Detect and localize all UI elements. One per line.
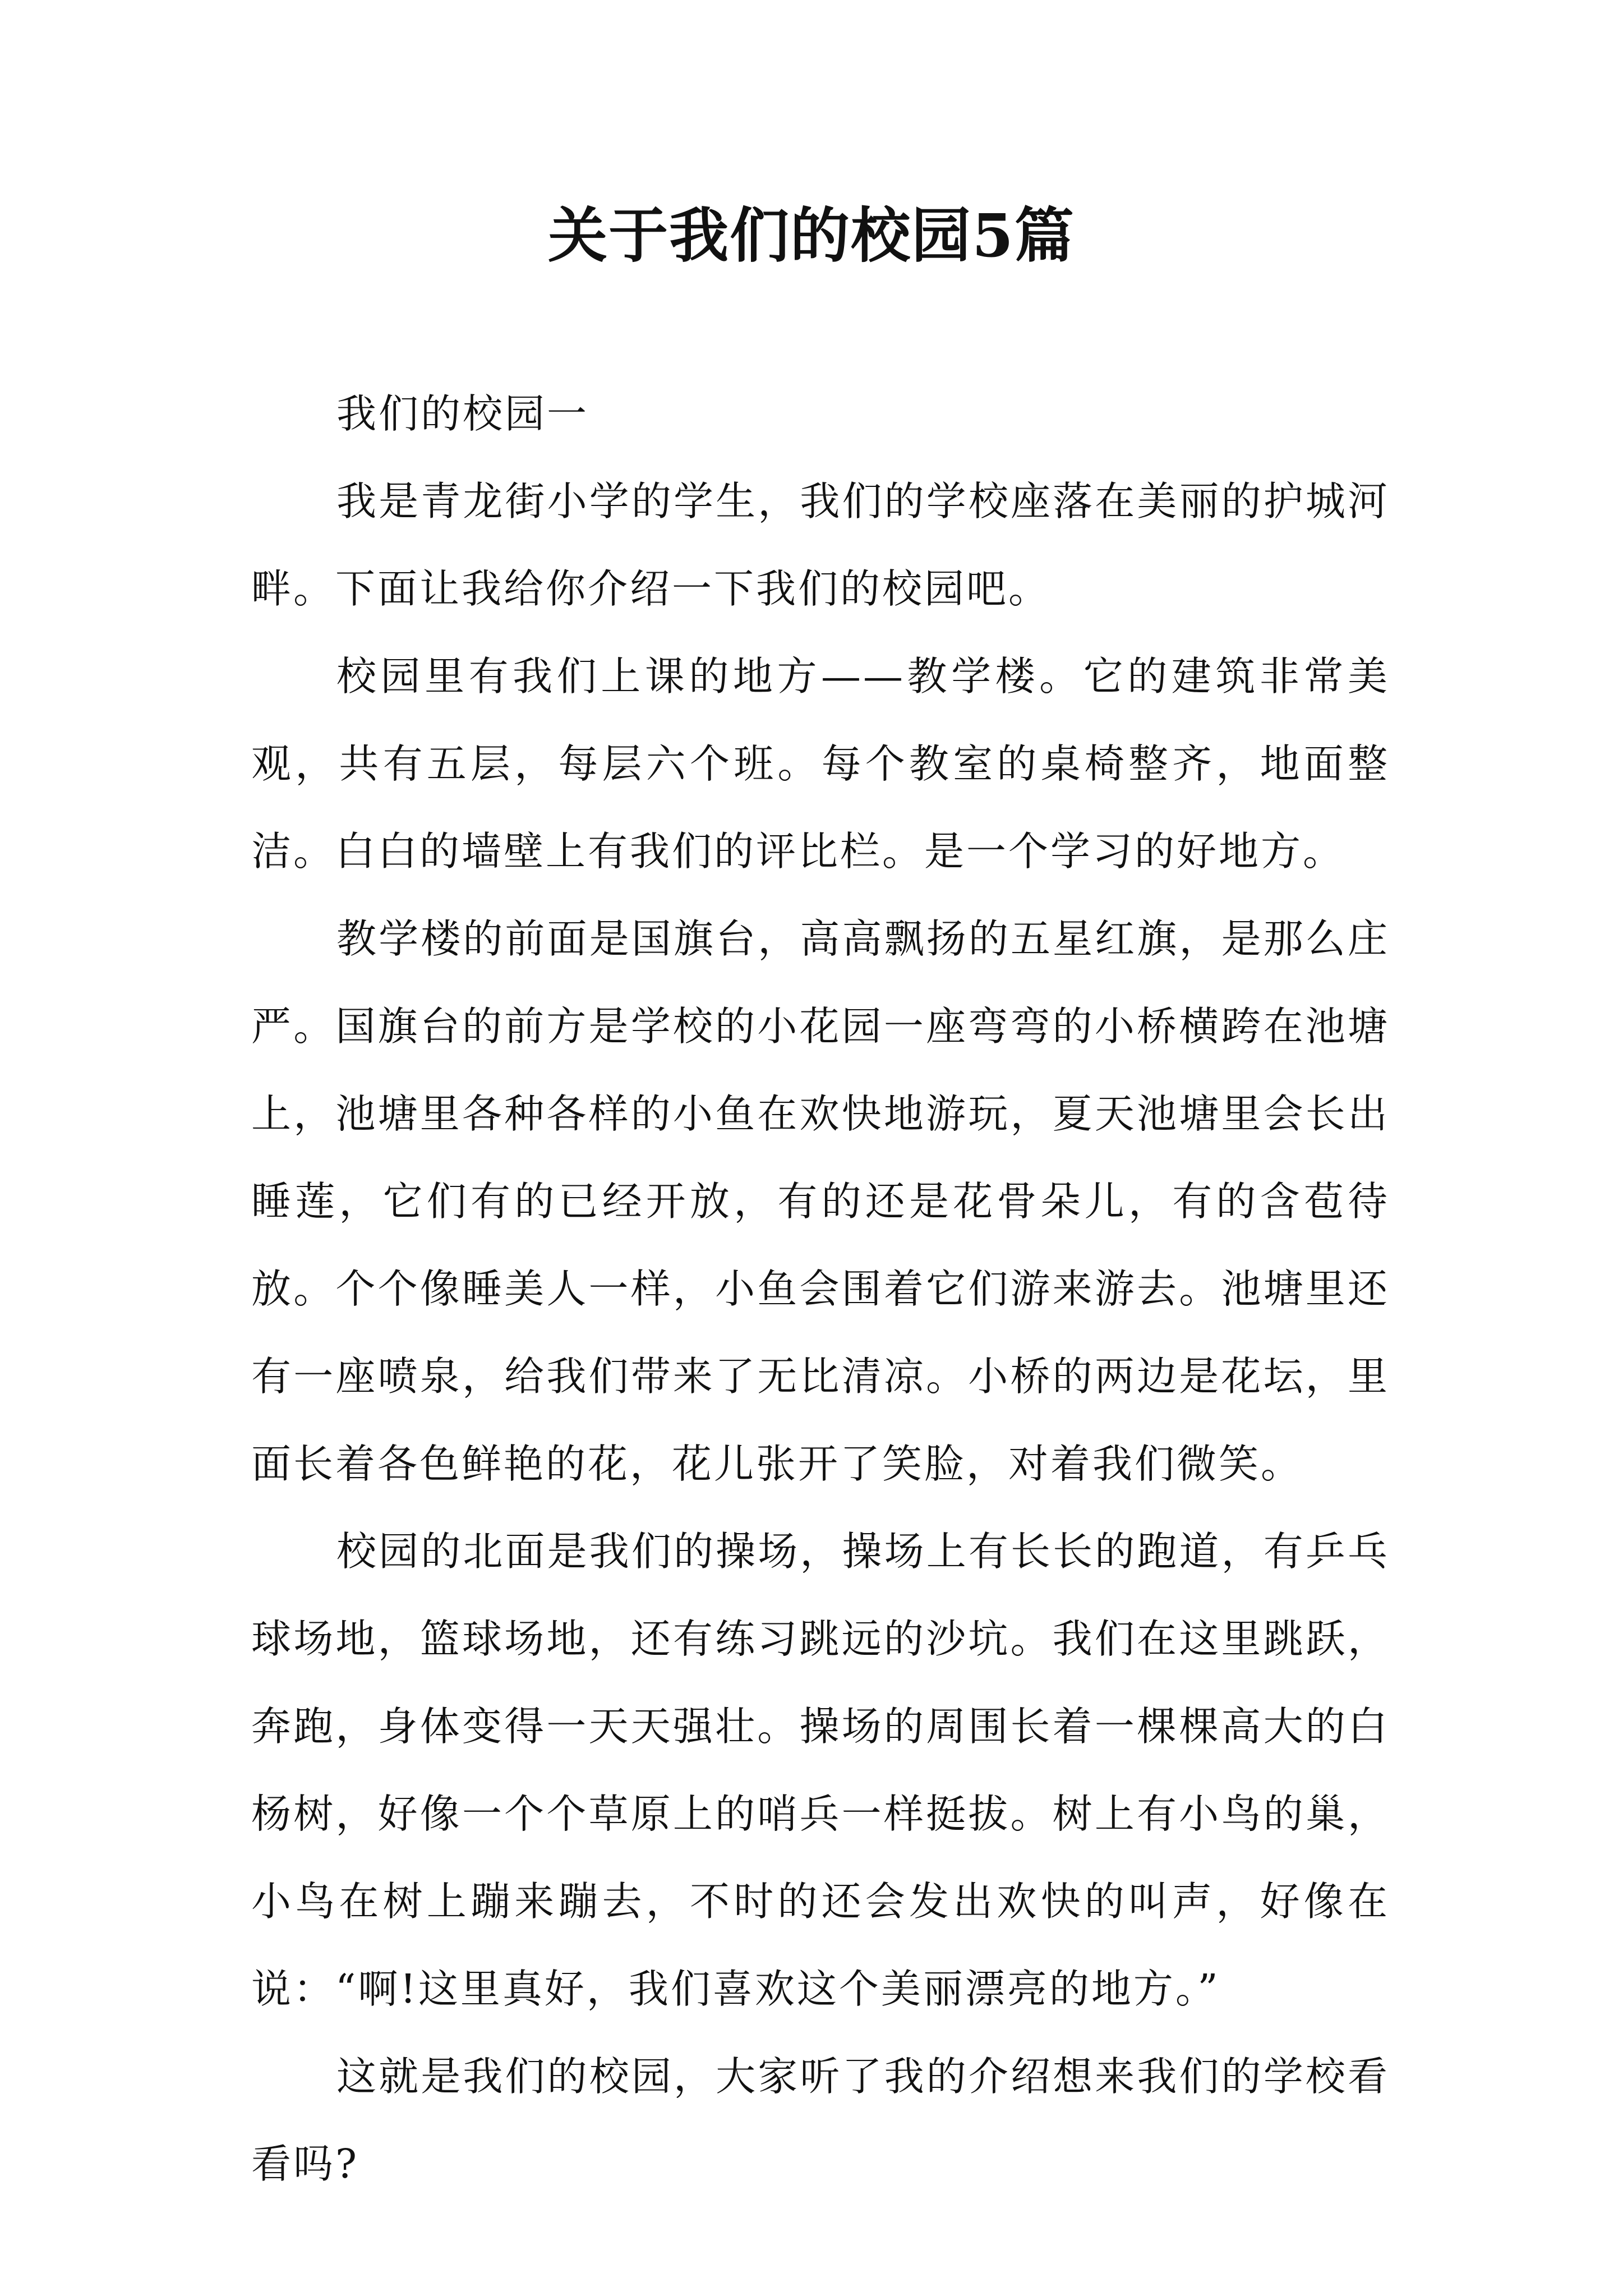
paragraph: 这就是我们的校园，大家听了我的介绍想来我们的学校看看吗? [251,2053,1390,2187]
paragraph: 校园里有我们上课的地方——教学楼。它的建筑非常美观，共有五层，每层六个班。每个教室的桌椅整齐，地面整洁。白白的墙壁上有我们的评比栏。是一个学习的好地方。 [251,653,1390,875]
paragraph: 教学楼的前面是国旗台，高高飘扬的五星红旗，是那么庄严。国旗台的前方是学校的小花园一座弯弯的小桥横跨在池塘上，池塘里各种各样的小鱼在欢快地游玩，夏天池塘里会长出睡莲，它们有的已经开放，有的还是花骨朵儿，有的含苞待放。个个像睡美人一样，小鱼会围着它们游来游去。池塘里还有一座喷泉，给我们带来了无比清凉。小桥的两边是花坛，里面长着各色鲜艳的花，花儿张开了笑脸，对着我们微笑。 [251,915,1390,1487]
paragraph: 我是青龙街小学的学生，我们的学校座落在美丽的护城河畔。下面让我给你介绍一下我们的校园吧。 [251,478,1390,612]
paragraph: 校园的北面是我们的操场，操场上有长长的跑道，有乒乓球场地，篮球场地，还有练习跳远的沙坑。我们在这里跳跃，奔跑，身体变得一天天强壮。操场的周围长着一棵棵高大的白杨树，好像一个个草原上的哨兵一样挺拔。树上有小鸟的巢，小鸟在树上蹦来蹦去，不时的还会发出欢快的叫声，好像在说：“啊!这里真好，我们喜欢这个美丽漂亮的地方。” [251,1528,1390,2012]
document-body [251,370,1390,2208]
document-title: 关于我们的校园5篇 [548,200,1075,270]
section-heading: 我们的校园一 [336,390,589,437]
